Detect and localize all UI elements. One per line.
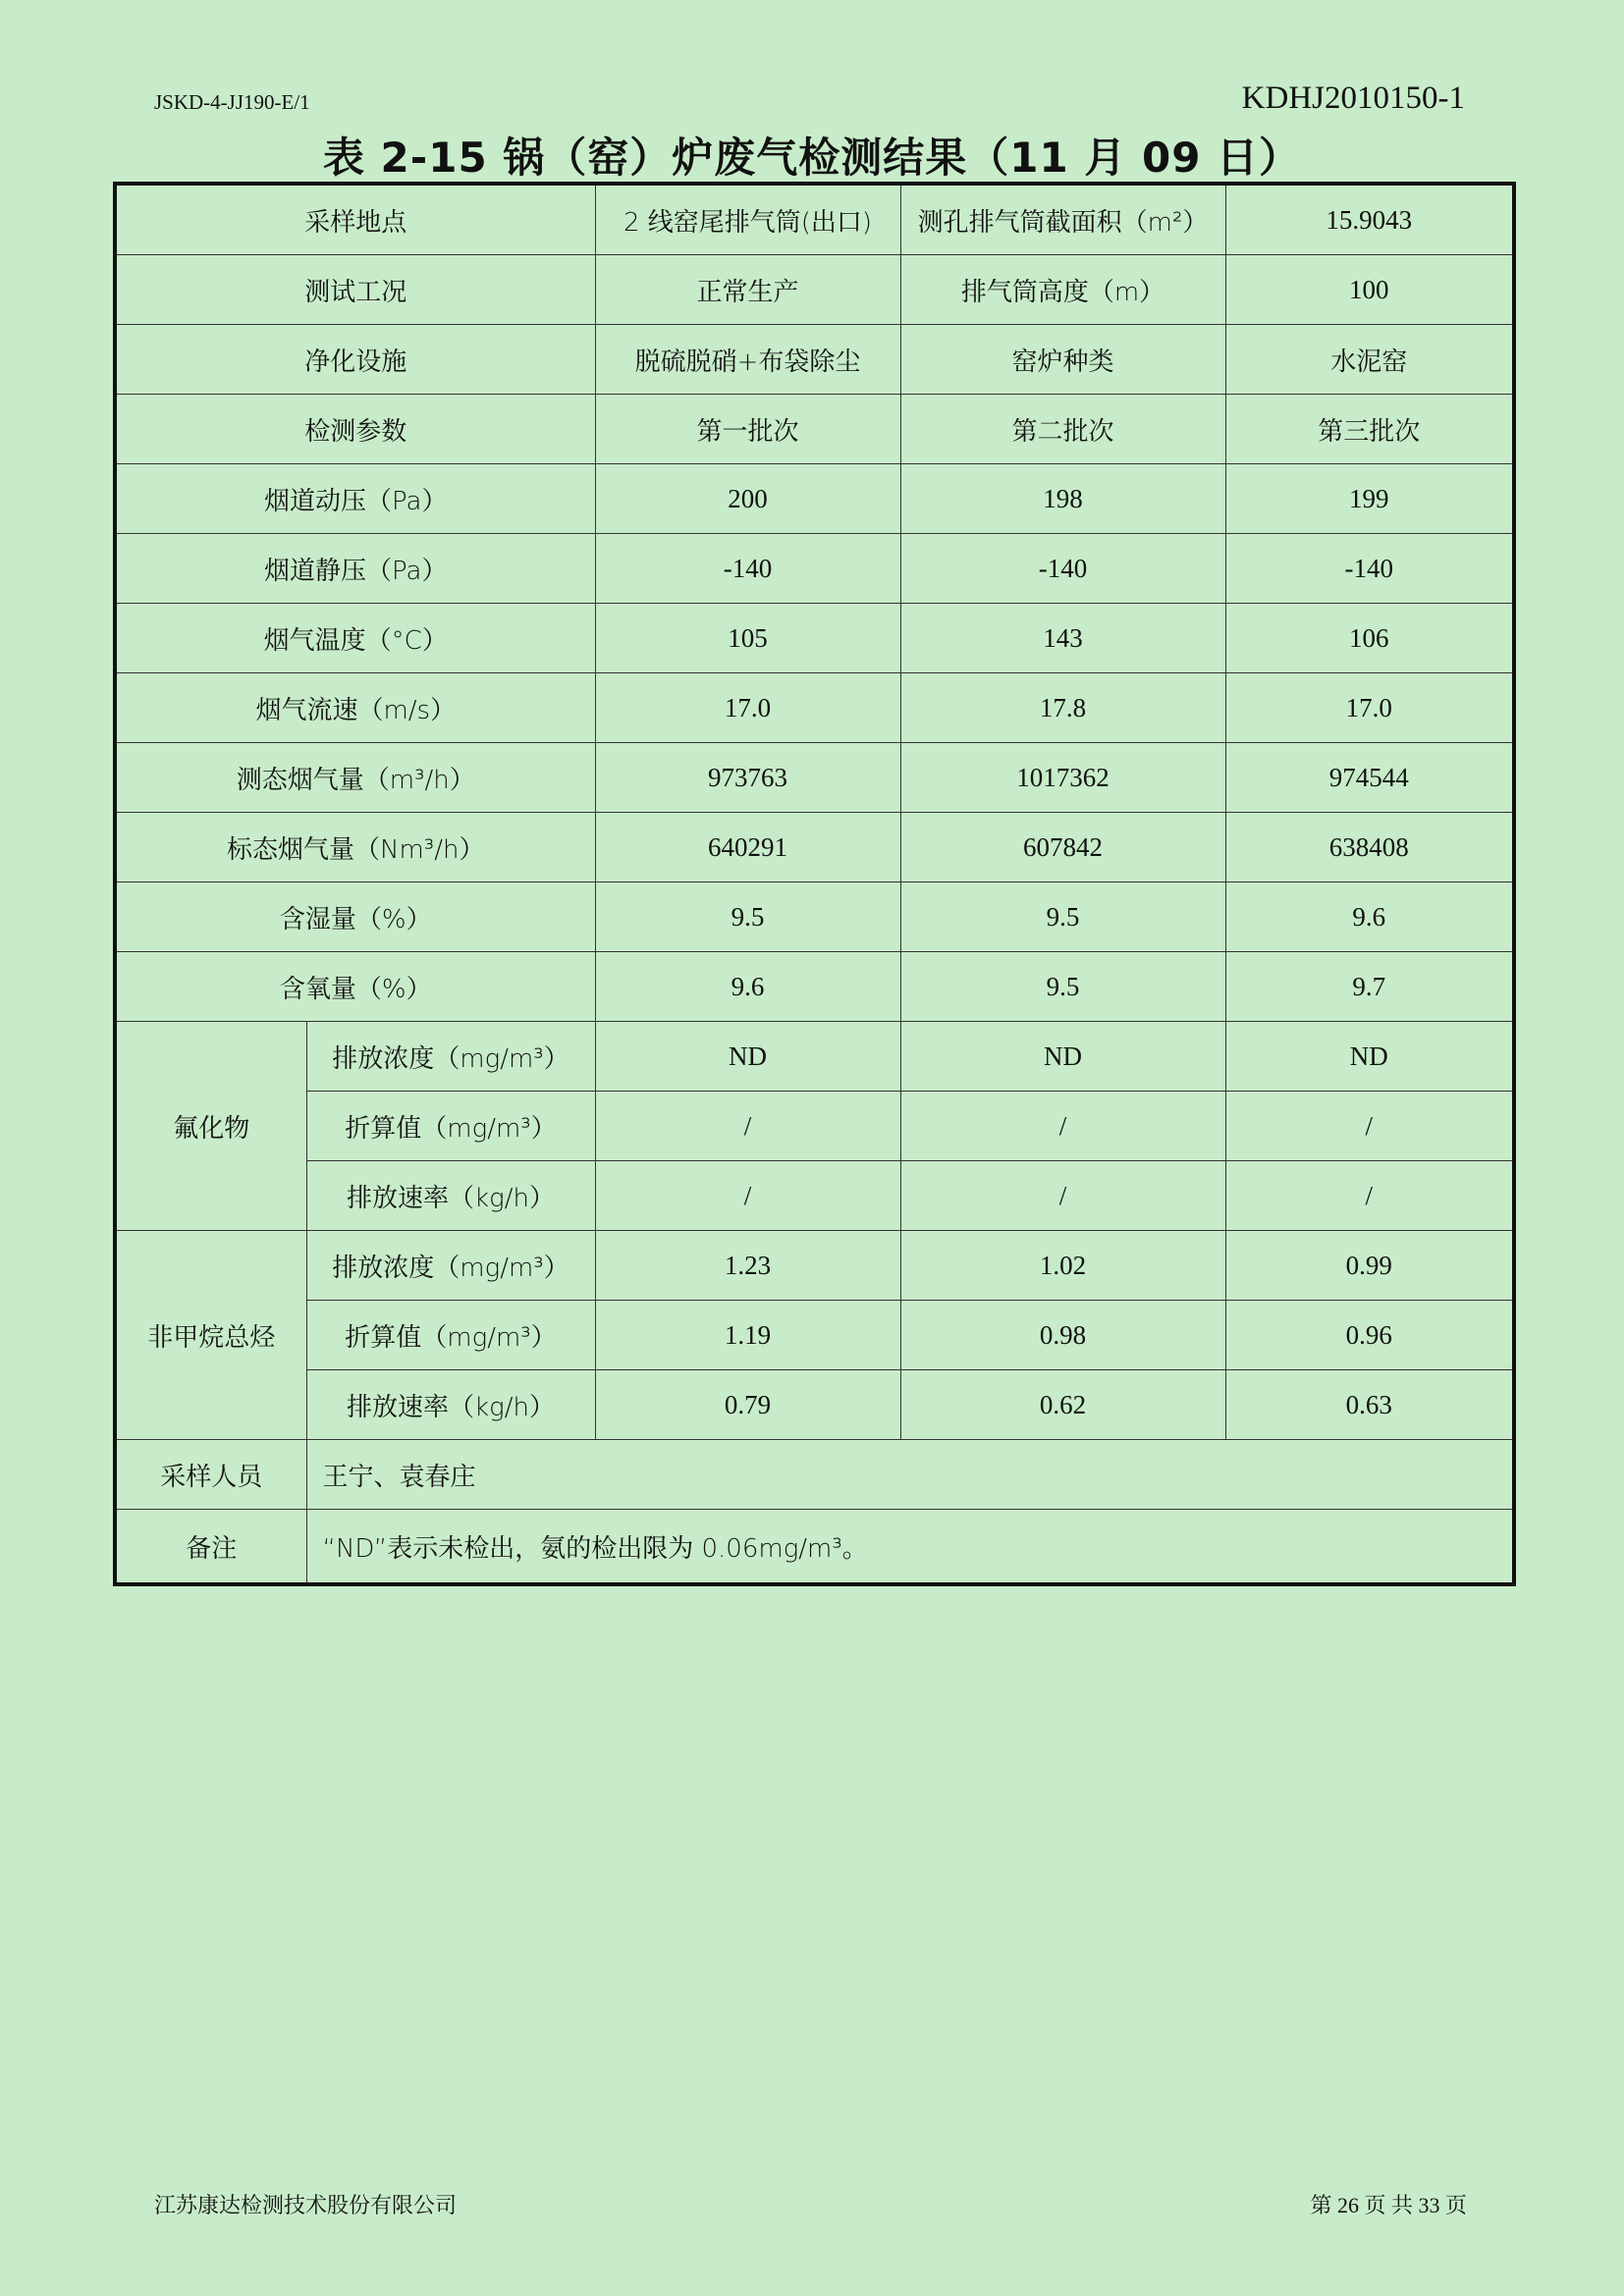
table-row	[115, 1022, 1514, 1092]
batch-2-header: 第二批次	[900, 395, 1225, 464]
kiln-type-label: 窑炉种类	[900, 325, 1225, 395]
batch-1-header: 第一批次	[595, 395, 900, 464]
table-row	[115, 464, 1514, 534]
fluoride-value: /	[595, 1161, 900, 1231]
table-row	[115, 604, 1514, 673]
param-value: -140	[1225, 534, 1514, 604]
param-name: 烟道动压（Pa）	[115, 464, 595, 534]
table-row	[115, 1161, 1514, 1231]
batch-3-header: 第三批次	[1225, 395, 1514, 464]
fluoride-value: ND	[595, 1022, 900, 1092]
fluoride-subparam: 折算值（mg/m³）	[306, 1092, 595, 1161]
param-value: 9.6	[1225, 882, 1514, 952]
nmhc-value: 1.23	[595, 1231, 900, 1301]
table-row	[115, 325, 1514, 395]
sampler-value: 王宁、袁春庄	[306, 1440, 1514, 1510]
table-row	[115, 952, 1514, 1022]
condition-value: 正常生产	[595, 255, 900, 325]
param-name: 烟气温度（°C）	[115, 604, 595, 673]
table-row	[115, 1370, 1514, 1440]
param-value: 9.6	[595, 952, 900, 1022]
param-name: 含湿量（%）	[115, 882, 595, 952]
fluoride-value: ND	[1225, 1022, 1514, 1092]
table-row	[115, 743, 1514, 813]
table-title: 表 2-15 锅（窑）炉废气检测结果（11 月 09 日）	[322, 133, 1302, 182]
remark-value: “ND”表示未检出，氨的检出限为 0.06mg/m³。	[306, 1510, 1514, 1585]
facility-label: 净化设施	[115, 325, 595, 395]
param-value: 9.5	[900, 952, 1225, 1022]
fluoride-value: ND	[900, 1022, 1225, 1092]
param-value: -140	[595, 534, 900, 604]
table-row	[115, 882, 1514, 952]
nmhc-value: 1.19	[595, 1301, 900, 1370]
table-row	[115, 1092, 1514, 1161]
table-row	[115, 255, 1514, 325]
nmhc-value: 1.02	[900, 1231, 1225, 1301]
table-row	[115, 1301, 1514, 1370]
param-value: 973763	[595, 743, 900, 813]
doc-code: JSKD-4-JJ190-E/1	[154, 90, 310, 114]
param-value: 638408	[1225, 813, 1514, 882]
param-name: 烟气流速（m/s）	[115, 673, 595, 743]
param-value: -140	[900, 534, 1225, 604]
fluoride-group-label: 氟化物	[115, 1022, 306, 1231]
param-value: 106	[1225, 604, 1514, 673]
param-value: 9.7	[1225, 952, 1514, 1022]
height-value: 100	[1225, 255, 1514, 325]
nmhc-value: 0.62	[900, 1370, 1225, 1440]
table-row	[115, 1440, 1514, 1510]
table-row	[115, 813, 1514, 882]
param-value: 198	[900, 464, 1225, 534]
table-row	[115, 1231, 1514, 1301]
area-value: 15.9043	[1225, 184, 1514, 255]
fluoride-value: /	[1225, 1161, 1514, 1231]
fluoride-value: /	[900, 1092, 1225, 1161]
table-row	[115, 534, 1514, 604]
param-value: 17.0	[595, 673, 900, 743]
param-name: 含氧量（%）	[115, 952, 595, 1022]
results-table	[113, 182, 1516, 1586]
sampler-label: 采样人员	[115, 1440, 306, 1510]
param-value: 9.5	[900, 882, 1225, 952]
param-value: 143	[900, 604, 1225, 673]
param-value: 607842	[900, 813, 1225, 882]
nmhc-value: 0.98	[900, 1301, 1225, 1370]
nmhc-subparam: 折算值（mg/m³）	[306, 1301, 595, 1370]
height-label: 排气筒高度（m）	[900, 255, 1225, 325]
report-number: KDHJ2010150-1	[1241, 80, 1465, 116]
area-label: 测孔排气筒截面积（m²）	[900, 184, 1225, 255]
nmhc-value: 0.99	[1225, 1231, 1514, 1301]
nmhc-subparam: 排放速率（kg/h）	[306, 1370, 595, 1440]
remark-label: 备注	[115, 1510, 306, 1585]
param-value: 640291	[595, 813, 900, 882]
table-row	[115, 184, 1514, 255]
param-value: 974544	[1225, 743, 1514, 813]
location-label: 采样地点	[115, 184, 595, 255]
facility-value: 脱硫脱硝+布袋除尘	[595, 325, 900, 395]
param-value: 1017362	[900, 743, 1225, 813]
condition-label: 测试工况	[115, 255, 595, 325]
param-name: 测态烟气量（m³/h）	[115, 743, 595, 813]
param-value: 17.0	[1225, 673, 1514, 743]
nmhc-value: 0.96	[1225, 1301, 1514, 1370]
footer-company: 江苏康达检测技术股份有限公司	[154, 2194, 458, 2218]
param-name: 标态烟气量（Nm³/h）	[115, 813, 595, 882]
param-value: 17.8	[900, 673, 1225, 743]
nmhc-subparam: 排放浓度（mg/m³）	[306, 1231, 595, 1301]
nmhc-value: 0.63	[1225, 1370, 1514, 1440]
table-row	[115, 395, 1514, 464]
param-name: 烟道静压（Pa）	[115, 534, 595, 604]
kiln-type-value: 水泥窑	[1225, 325, 1514, 395]
param-value: 200	[595, 464, 900, 534]
fluoride-value: /	[1225, 1092, 1514, 1161]
table-row	[115, 1510, 1514, 1585]
location-value: 2 线窑尾排气筒(出口)	[595, 184, 900, 255]
fluoride-value: /	[595, 1092, 900, 1161]
param-value: 105	[595, 604, 900, 673]
nmhc-group-label: 非甲烷总烃	[115, 1231, 306, 1440]
param-value: 9.5	[595, 882, 900, 952]
page-number: 第 26 页 共 33 页	[1310, 2193, 1467, 2217]
fluoride-subparam: 排放浓度（mg/m³）	[306, 1022, 595, 1092]
fluoride-subparam: 排放速率（kg/h）	[306, 1161, 595, 1231]
nmhc-value: 0.79	[595, 1370, 900, 1440]
table-row	[115, 673, 1514, 743]
param-value: 199	[1225, 464, 1514, 534]
param-header: 检测参数	[115, 395, 595, 464]
fluoride-value: /	[900, 1161, 1225, 1231]
